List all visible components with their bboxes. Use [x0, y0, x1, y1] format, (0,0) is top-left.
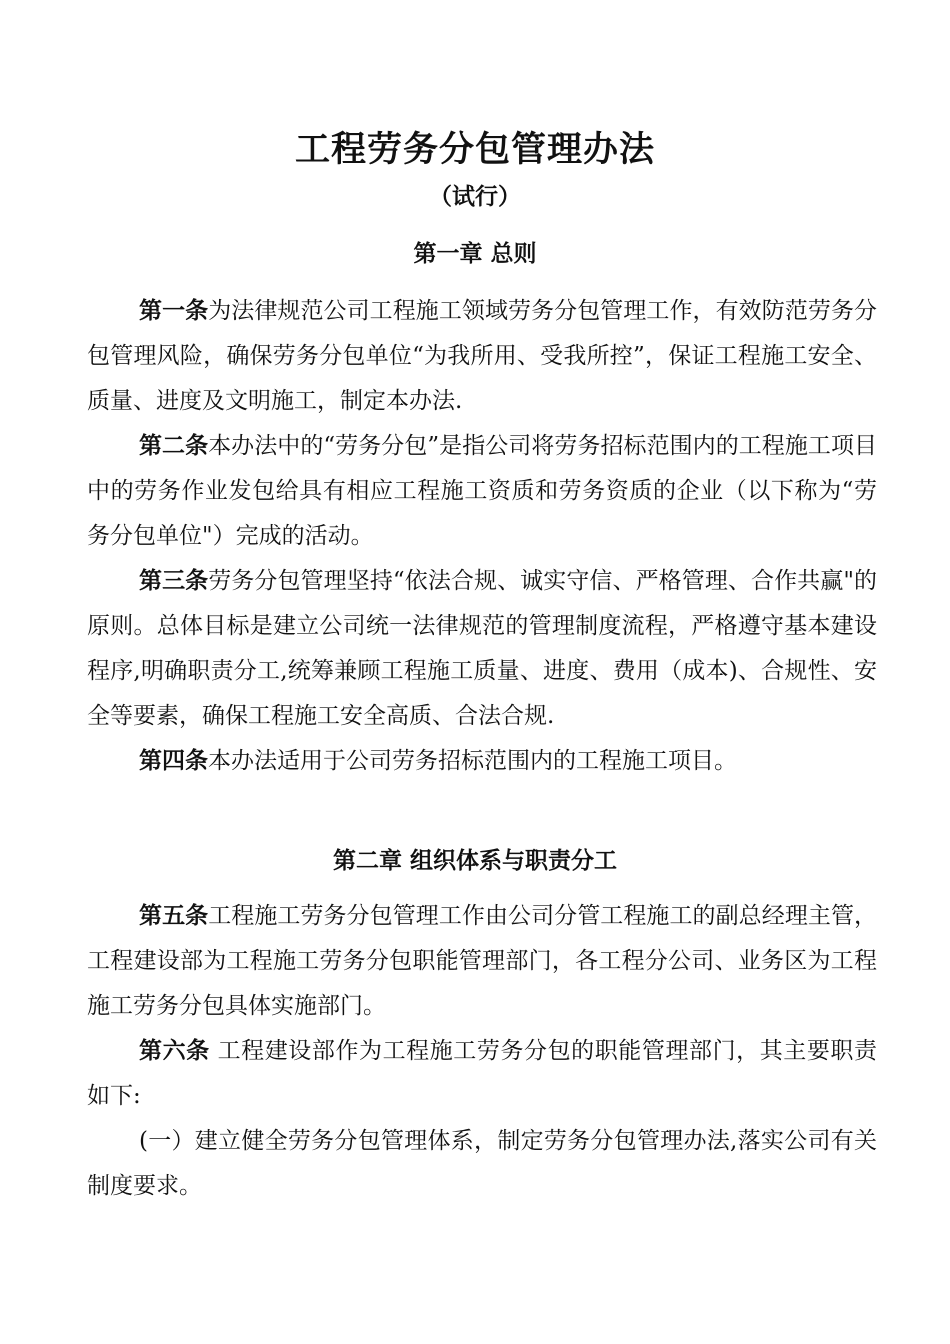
article-label: 第五条	[139, 903, 209, 929]
article-text: 劳务分包管理坚持“依法合规、诚实守信、严格管理、合作共赢"的原则。总体目标是建立公司统一法律规范的管理制度流程，严格遵守基本建设程序,明确职责分工,统筹兼顾工程施工质量、进度、费用（成本)、合规性、安全等要素，确保工程施工安全高质、合法合规.	[87, 568, 877, 729]
article-text: 本办法中的“劳务分包”是指公司将劳务招标范围内的工程施工项目中的劳务作业发包给具有相应工程施工资质和劳务资质的企业（以下称为“劳务分包单位"）完成的活动。	[87, 433, 877, 549]
article-label: 第二条	[139, 433, 209, 459]
article-paragraph	[87, 424, 877, 559]
chapter-heading-1: 第一章 总则	[413, 241, 537, 267]
article-paragraph	[87, 739, 877, 784]
article-label: 第三条	[139, 568, 209, 594]
article-label: 第六条	[139, 1038, 210, 1064]
chapter-heading-2: 第二章 组织体系与职责分工	[332, 848, 617, 874]
list-item-paragraph	[87, 1119, 877, 1209]
chapter-1-body	[87, 289, 877, 784]
document-subtitle: （试行）	[429, 184, 521, 210]
article-text: 本办法适用于公司劳务招标范围内的工程施工项目。	[208, 748, 737, 774]
article-paragraph	[87, 1029, 877, 1119]
article-paragraph	[87, 894, 877, 1029]
article-text: 工程建设部作为工程施工劳务分包的职能管理部门，其主要职责如下:	[87, 1038, 878, 1109]
article-text: 为法律规范公司工程施工领域劳务分包管理工作，有效防范劳务分包管理风险，确保劳务分包单位“为我所用、受我所控”，保证工程施工安全、质量、进度及文明施工，制定本办法.	[87, 298, 878, 414]
chapter-2-body	[87, 894, 877, 1209]
article-paragraph	[87, 559, 877, 739]
list-item-text: (一）建立健全劳务分包管理体系，制定劳务分包管理办法,落实公司有关制度要求。	[87, 1128, 877, 1199]
article-label: 第一条	[139, 298, 209, 324]
article-label: 第四条	[139, 748, 208, 774]
article-text: 工程施工劳务分包管理工作由公司分管工程施工的副总经理主管，工程建设部为工程施工劳务分包职能管理部门，各工程分公司、业务区为工程施工劳务分包具体实施部门。	[87, 903, 878, 1019]
article-paragraph	[87, 289, 877, 424]
document-title: 工程劳务分包管理办法	[294, 130, 655, 170]
